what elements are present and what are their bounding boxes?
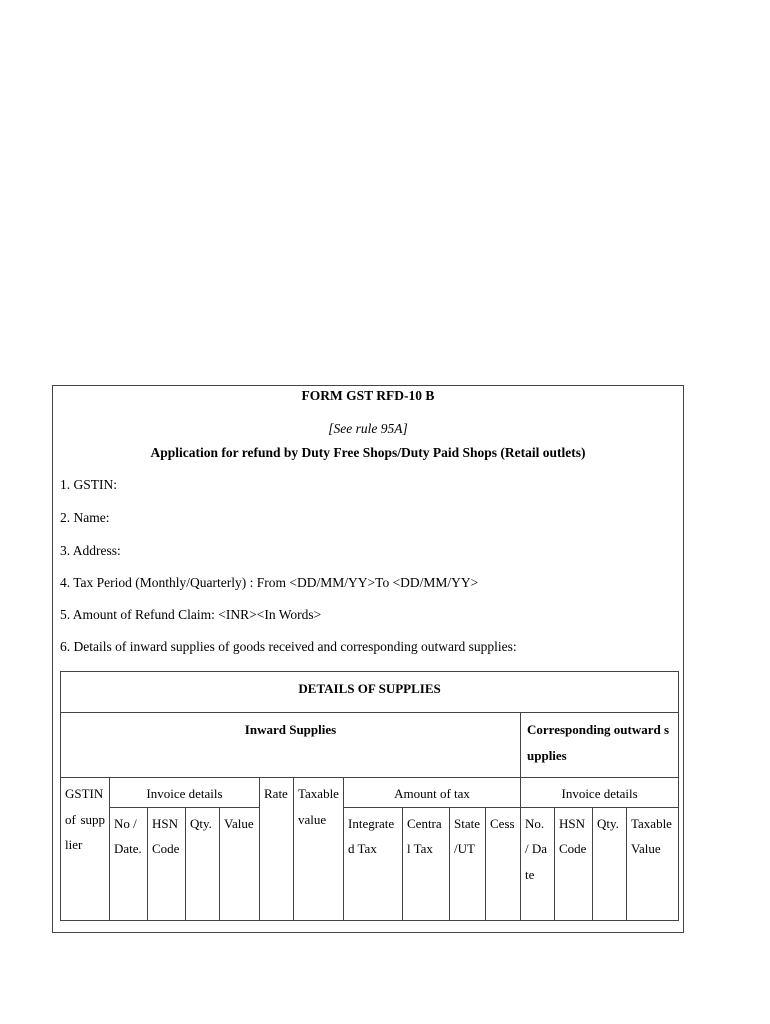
form-title: FORM GST RFD-10 B [301, 388, 435, 403]
inward-hsn-code-header: HSN Code [148, 807, 186, 920]
outward-supplies-header: Corresponding outward supplies [521, 713, 679, 778]
inward-qty-header: Qty. [186, 807, 220, 920]
field-refund-amount: 5. Amount of Refund Claim: <INR><In Words> [60, 607, 322, 622]
inward-invoice-details-header: Invoice details [110, 778, 260, 808]
field-name: 2. Name: [60, 510, 110, 525]
taxable-value-header: Taxable value [294, 778, 344, 921]
field-address: 3. Address: [60, 543, 121, 558]
field-tax-period: 4. Tax Period (Monthly/Quarterly) : From <DD/MM/YY>To <DD/MM/YY> [60, 575, 479, 590]
inward-no-date-header: No / Date. [110, 807, 148, 920]
amount-of-tax-header: Amount of tax [344, 778, 521, 808]
cess-header: Cess [486, 807, 521, 920]
gstin-supplier-header: GSTIN of supplier [61, 778, 110, 921]
inward-supplies-header: Inward Supplies [61, 713, 521, 778]
form-frame [52, 385, 684, 933]
outward-qty-header: Qty. [593, 807, 627, 920]
outward-no-date-header: No. / Date [521, 807, 555, 920]
supplies-table [60, 671, 679, 921]
integrated-tax-header: Integrated Tax [344, 807, 403, 920]
inward-value-header: Value [220, 807, 260, 920]
outward-taxable-value-header: Taxable Value [627, 807, 679, 920]
form-subtitle: Application for refund by Duty Free Shops/Duty Paid Shops (Retail outlets) [150, 445, 586, 460]
rate-header: Rate [260, 778, 294, 921]
table-title: DETAILS OF SUPPLIES [61, 672, 679, 713]
central-tax-header: Central Tax [403, 807, 450, 920]
state-ut-tax-header: State /UT [450, 807, 486, 920]
field-gstin: 1. GSTIN: [60, 477, 117, 492]
field-supplies-details: 6. Details of inward supplies of goods received and corresponding outward supplies: [60, 639, 517, 654]
outward-invoice-details-header: Invoice details [521, 778, 679, 808]
rule-reference: [See rule 95A] [328, 421, 408, 436]
outward-hsn-code-header: HSN Code [555, 807, 593, 920]
